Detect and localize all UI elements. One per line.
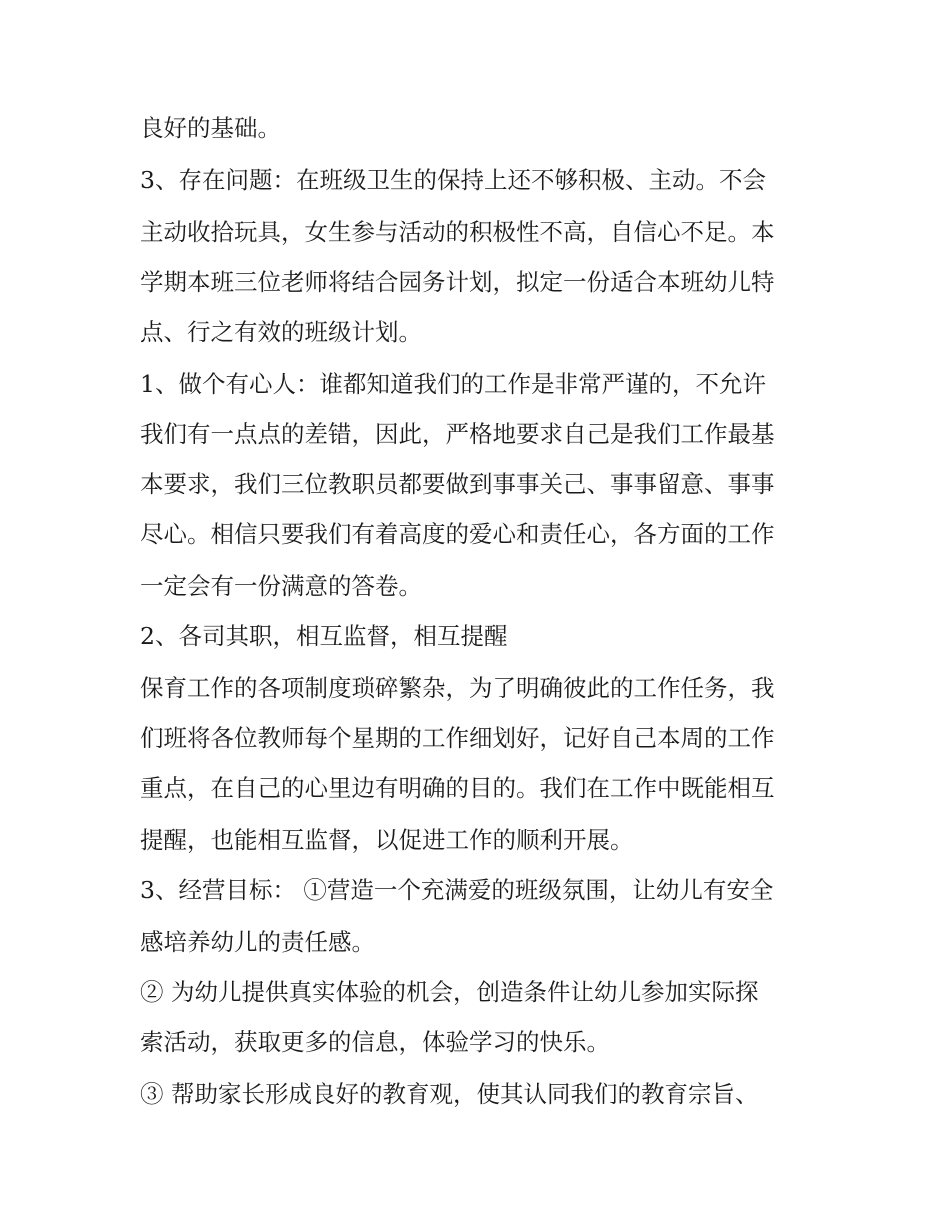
text-line: 本要求，我们三位教职员都要做到事事关己、事事留意、事事 — [140, 470, 775, 498]
text-line: 重点，在自己的心里边有明确的目的。我们在工作中既能相互 — [140, 774, 775, 802]
text-line: 我们有一点点的差错，因此，严格地要求自己是我们工作最基 — [140, 420, 775, 448]
text-line: 良好的基础。 — [140, 114, 281, 142]
text-line: 主动收拾玩具，女生参与活动的积极性不高，自信心不足。本 — [140, 218, 775, 246]
text-line: ② 为幼儿提供真实体验的机会，创造条件让幼儿参加实际探 — [140, 978, 759, 1006]
text-line: 提醒，也能相互监督，以促进工作的顺利开展。 — [140, 826, 634, 854]
text-line: 保育工作的各项制度琐碎繁杂，为了明确彼此的工作任务，我 — [140, 674, 775, 702]
text-line: 一定会有一份满意的答卷。 — [140, 572, 422, 600]
text-line: 索活动，获取更多的信息，体验学习的快乐。 — [140, 1028, 610, 1056]
text-line: 3、存在问题：在班级卫生的保持上还不够积极、主动。不会 — [140, 166, 766, 194]
text-line: 学期本班三位老师将结合园务计划，拟定一份适合本班幼儿特 — [140, 268, 775, 296]
text-line: ③ 帮助家长形成良好的教育观，使其认同我们的教育宗旨、 — [140, 1080, 759, 1108]
text-line: 3、经营目标： ①营造一个充满爱的班级氛围，让幼儿有安全 — [140, 876, 774, 904]
text-line: 点、行之有效的班级计划。 — [140, 318, 422, 346]
text-line: 1、做个有心人：谁都知道我们的工作是非常严谨的，不允许 — [140, 370, 766, 398]
text-line: 们班将各位教师每个星期的工作细划好，记好自己本周的工作 — [140, 724, 775, 752]
text-line: 尽心。相信只要我们有着高度的爱心和责任心，各方面的工作 — [140, 520, 775, 548]
text-line: 感培养幼儿的责任感。 — [140, 928, 375, 956]
text-line: 2、各司其职，相互监督，相互提醒 — [140, 622, 508, 650]
